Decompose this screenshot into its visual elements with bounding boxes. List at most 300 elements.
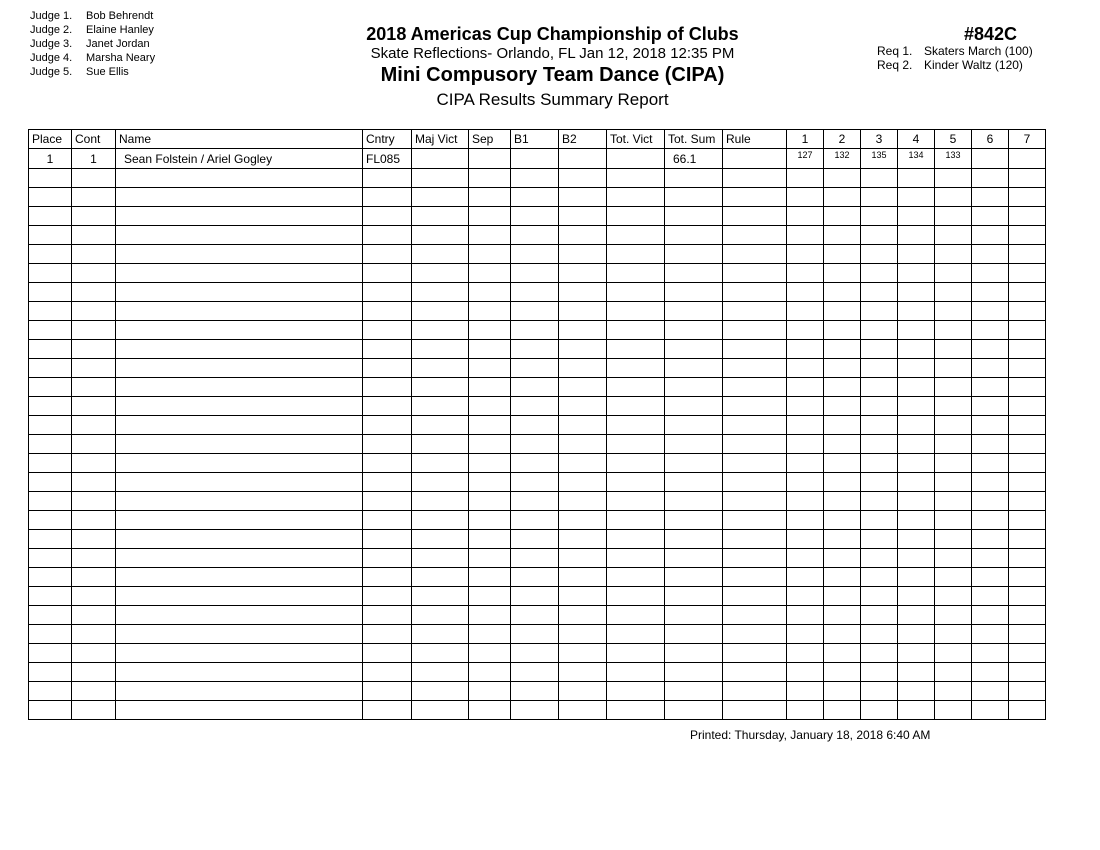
empty-cell bbox=[972, 606, 1009, 625]
empty-cell bbox=[898, 682, 935, 701]
empty-cell bbox=[116, 492, 363, 511]
empty-cell bbox=[824, 568, 861, 587]
empty-cell bbox=[723, 264, 787, 283]
empty-cell bbox=[972, 625, 1009, 644]
empty-table-row bbox=[29, 340, 1046, 359]
empty-cell bbox=[72, 340, 116, 359]
empty-cell bbox=[607, 644, 665, 663]
empty-cell bbox=[363, 587, 412, 606]
empty-cell bbox=[412, 663, 469, 682]
empty-table-row bbox=[29, 245, 1046, 264]
empty-cell bbox=[469, 378, 511, 397]
empty-cell bbox=[511, 511, 559, 530]
empty-cell bbox=[469, 606, 511, 625]
empty-cell bbox=[511, 264, 559, 283]
empty-cell bbox=[1009, 302, 1046, 321]
empty-cell bbox=[559, 473, 607, 492]
empty-cell bbox=[511, 682, 559, 701]
empty-cell bbox=[29, 264, 72, 283]
empty-cell bbox=[723, 568, 787, 587]
empty-cell bbox=[972, 397, 1009, 416]
place-cell: 1 bbox=[29, 149, 72, 169]
empty-cell bbox=[511, 644, 559, 663]
empty-cell bbox=[898, 245, 935, 264]
empty-cell bbox=[1009, 264, 1046, 283]
empty-cell bbox=[898, 549, 935, 568]
empty-cell bbox=[787, 321, 824, 340]
empty-cell bbox=[511, 416, 559, 435]
empty-cell bbox=[363, 302, 412, 321]
empty-cell bbox=[363, 397, 412, 416]
judge-name: Janet Jordan bbox=[86, 38, 150, 50]
empty-cell bbox=[29, 492, 72, 511]
event-number: #842C bbox=[964, 24, 1018, 44]
empty-cell bbox=[665, 302, 723, 321]
empty-cell bbox=[935, 530, 972, 549]
empty-cell bbox=[723, 663, 787, 682]
empty-cell bbox=[29, 625, 72, 644]
empty-cell bbox=[824, 530, 861, 549]
empty-table-row bbox=[29, 530, 1046, 549]
empty-cell bbox=[607, 264, 665, 283]
empty-cell bbox=[787, 492, 824, 511]
empty-cell bbox=[363, 226, 412, 245]
empty-cell bbox=[607, 682, 665, 701]
empty-cell bbox=[1009, 245, 1046, 264]
empty-cell bbox=[29, 169, 72, 188]
empty-table-row bbox=[29, 359, 1046, 378]
empty-cell bbox=[607, 226, 665, 245]
judge-label: Judge 2. bbox=[30, 24, 73, 36]
empty-cell bbox=[607, 492, 665, 511]
empty-cell bbox=[29, 682, 72, 701]
empty-cell bbox=[412, 169, 469, 188]
empty-cell bbox=[511, 663, 559, 682]
judge-7-score-cell bbox=[1009, 149, 1046, 169]
empty-cell bbox=[72, 264, 116, 283]
empty-cell bbox=[1009, 207, 1046, 226]
empty-cell bbox=[412, 359, 469, 378]
empty-cell bbox=[787, 416, 824, 435]
empty-cell bbox=[607, 359, 665, 378]
empty-cell bbox=[469, 226, 511, 245]
empty-cell bbox=[1009, 359, 1046, 378]
empty-cell bbox=[861, 606, 898, 625]
empty-cell bbox=[559, 321, 607, 340]
empty-cell bbox=[72, 511, 116, 530]
empty-cell bbox=[935, 416, 972, 435]
empty-cell bbox=[898, 264, 935, 283]
empty-cell bbox=[559, 359, 607, 378]
empty-cell bbox=[861, 245, 898, 264]
empty-cell bbox=[511, 188, 559, 207]
empty-cell bbox=[898, 378, 935, 397]
empty-cell bbox=[559, 283, 607, 302]
empty-cell bbox=[116, 454, 363, 473]
judge-4-score-cell: 134 bbox=[898, 149, 935, 169]
empty-cell bbox=[898, 568, 935, 587]
empty-cell bbox=[935, 473, 972, 492]
empty-cell bbox=[511, 549, 559, 568]
empty-cell bbox=[1009, 321, 1046, 340]
empty-cell bbox=[972, 416, 1009, 435]
empty-cell bbox=[469, 568, 511, 587]
empty-cell bbox=[607, 321, 665, 340]
empty-cell bbox=[116, 245, 363, 264]
empty-cell bbox=[469, 644, 511, 663]
tot-vict-cell bbox=[607, 149, 665, 169]
col-b1-header: B1 bbox=[511, 130, 559, 149]
empty-cell bbox=[469, 359, 511, 378]
empty-cell bbox=[787, 226, 824, 245]
empty-cell bbox=[787, 606, 824, 625]
empty-table-row bbox=[29, 606, 1046, 625]
empty-cell bbox=[559, 568, 607, 587]
empty-cell bbox=[29, 340, 72, 359]
empty-cell bbox=[972, 169, 1009, 188]
empty-cell bbox=[363, 644, 412, 663]
empty-cell bbox=[898, 302, 935, 321]
empty-cell bbox=[412, 511, 469, 530]
empty-cell bbox=[559, 606, 607, 625]
empty-cell bbox=[511, 568, 559, 587]
empty-cell bbox=[559, 416, 607, 435]
empty-cell bbox=[363, 207, 412, 226]
empty-cell bbox=[787, 568, 824, 587]
col-b2-header: B2 bbox=[559, 130, 607, 149]
empty-cell bbox=[898, 207, 935, 226]
empty-cell bbox=[607, 549, 665, 568]
empty-cell bbox=[824, 245, 861, 264]
empty-cell bbox=[607, 283, 665, 302]
judge-5-score-cell: 133 bbox=[935, 149, 972, 169]
requirement-entry bbox=[877, 58, 1033, 72]
empty-cell bbox=[898, 644, 935, 663]
empty-cell bbox=[1009, 340, 1046, 359]
empty-cell bbox=[787, 435, 824, 454]
empty-table-row bbox=[29, 663, 1046, 682]
empty-cell bbox=[665, 682, 723, 701]
empty-cell bbox=[972, 245, 1009, 264]
empty-cell bbox=[665, 625, 723, 644]
empty-cell bbox=[469, 416, 511, 435]
empty-cell bbox=[469, 492, 511, 511]
empty-cell bbox=[935, 302, 972, 321]
empty-cell bbox=[469, 682, 511, 701]
cntry-cell: FL085 bbox=[363, 149, 412, 169]
requirements-list bbox=[877, 44, 1033, 72]
empty-cell bbox=[72, 473, 116, 492]
empty-cell bbox=[1009, 435, 1046, 454]
empty-cell bbox=[469, 663, 511, 682]
empty-cell bbox=[787, 207, 824, 226]
table-row bbox=[29, 149, 1046, 169]
empty-cell bbox=[898, 587, 935, 606]
empty-cell bbox=[824, 378, 861, 397]
empty-cell bbox=[29, 188, 72, 207]
empty-cell bbox=[665, 397, 723, 416]
empty-cell bbox=[116, 188, 363, 207]
empty-cell bbox=[412, 378, 469, 397]
empty-cell bbox=[787, 511, 824, 530]
empty-cell bbox=[898, 321, 935, 340]
empty-cell bbox=[972, 701, 1009, 720]
empty-cell bbox=[559, 302, 607, 321]
empty-cell bbox=[559, 454, 607, 473]
empty-cell bbox=[511, 587, 559, 606]
empty-cell bbox=[511, 321, 559, 340]
empty-cell bbox=[723, 530, 787, 549]
empty-table-row bbox=[29, 226, 1046, 245]
col-tot-sum-header: Tot. Sum bbox=[665, 130, 723, 149]
empty-cell bbox=[511, 283, 559, 302]
empty-cell bbox=[363, 435, 412, 454]
empty-cell bbox=[412, 492, 469, 511]
empty-cell bbox=[723, 397, 787, 416]
empty-cell bbox=[824, 549, 861, 568]
empty-cell bbox=[723, 492, 787, 511]
empty-cell bbox=[935, 321, 972, 340]
empty-cell bbox=[412, 264, 469, 283]
empty-cell bbox=[607, 207, 665, 226]
empty-cell bbox=[116, 397, 363, 416]
empty-cell bbox=[72, 492, 116, 511]
empty-cell bbox=[723, 169, 787, 188]
empty-table-row bbox=[29, 302, 1046, 321]
empty-table-row bbox=[29, 435, 1046, 454]
empty-cell bbox=[861, 435, 898, 454]
empty-cell bbox=[787, 625, 824, 644]
empty-cell bbox=[1009, 530, 1046, 549]
empty-cell bbox=[116, 302, 363, 321]
empty-cell bbox=[787, 587, 824, 606]
empty-cell bbox=[861, 416, 898, 435]
empty-cell bbox=[511, 245, 559, 264]
empty-cell bbox=[469, 435, 511, 454]
empty-cell bbox=[412, 454, 469, 473]
empty-cell bbox=[972, 321, 1009, 340]
empty-cell bbox=[559, 340, 607, 359]
empty-cell bbox=[412, 473, 469, 492]
empty-cell bbox=[935, 644, 972, 663]
empty-cell bbox=[363, 606, 412, 625]
empty-cell bbox=[469, 587, 511, 606]
empty-cell bbox=[363, 454, 412, 473]
empty-cell bbox=[72, 682, 116, 701]
empty-cell bbox=[29, 663, 72, 682]
judge-name: Elaine Hanley bbox=[86, 24, 154, 36]
empty-cell bbox=[72, 169, 116, 188]
empty-cell bbox=[511, 473, 559, 492]
empty-cell bbox=[412, 549, 469, 568]
empty-cell bbox=[559, 701, 607, 720]
empty-cell bbox=[935, 264, 972, 283]
empty-cell bbox=[723, 454, 787, 473]
empty-cell bbox=[72, 530, 116, 549]
report-title: CIPA Results Summary Report bbox=[436, 90, 669, 109]
empty-cell bbox=[861, 568, 898, 587]
empty-cell bbox=[972, 378, 1009, 397]
empty-cell bbox=[412, 606, 469, 625]
empty-cell bbox=[861, 226, 898, 245]
empty-cell bbox=[972, 264, 1009, 283]
empty-cell bbox=[723, 359, 787, 378]
empty-cell bbox=[116, 644, 363, 663]
empty-cell bbox=[824, 492, 861, 511]
empty-cell bbox=[72, 302, 116, 321]
empty-cell bbox=[665, 321, 723, 340]
empty-cell bbox=[787, 264, 824, 283]
empty-cell bbox=[412, 587, 469, 606]
empty-cell bbox=[723, 473, 787, 492]
empty-cell bbox=[559, 207, 607, 226]
rule-cell bbox=[723, 149, 787, 169]
empty-cell bbox=[723, 188, 787, 207]
empty-cell bbox=[861, 340, 898, 359]
empty-cell bbox=[72, 378, 116, 397]
tot-sum-cell: 66.1 bbox=[665, 149, 723, 169]
empty-cell bbox=[72, 397, 116, 416]
empty-cell bbox=[665, 530, 723, 549]
empty-table-row bbox=[29, 169, 1046, 188]
empty-cell bbox=[861, 549, 898, 568]
empty-cell bbox=[723, 701, 787, 720]
empty-cell bbox=[787, 359, 824, 378]
empty-cell bbox=[935, 511, 972, 530]
empty-cell bbox=[72, 606, 116, 625]
empty-cell bbox=[607, 473, 665, 492]
empty-cell bbox=[469, 245, 511, 264]
empty-cell bbox=[861, 530, 898, 549]
empty-cell bbox=[972, 226, 1009, 245]
requirement-label: Req 1. bbox=[877, 44, 913, 58]
empty-cell bbox=[511, 378, 559, 397]
empty-cell bbox=[607, 511, 665, 530]
empty-cell bbox=[935, 226, 972, 245]
empty-cell bbox=[607, 587, 665, 606]
empty-cell bbox=[116, 321, 363, 340]
venue-date-line: Skate Reflections- Orlando, FL Jan 12, 2018 12:35 PM bbox=[370, 45, 735, 62]
empty-cell bbox=[511, 492, 559, 511]
col-judge-6-header: 6 bbox=[972, 130, 1009, 149]
empty-cell bbox=[469, 302, 511, 321]
empty-cell bbox=[1009, 226, 1046, 245]
empty-cell bbox=[665, 416, 723, 435]
empty-cell bbox=[116, 606, 363, 625]
requirement-name: Kinder Waltz (120) bbox=[924, 58, 1023, 72]
empty-cell bbox=[665, 511, 723, 530]
empty-cell bbox=[412, 226, 469, 245]
judge-label: Judge 5. bbox=[30, 66, 73, 78]
empty-cell bbox=[824, 397, 861, 416]
requirement-entry bbox=[877, 44, 1033, 58]
judge-name: Marsha Neary bbox=[86, 52, 156, 64]
empty-cell bbox=[1009, 625, 1046, 644]
empty-cell bbox=[723, 682, 787, 701]
empty-cell bbox=[559, 549, 607, 568]
empty-cell bbox=[665, 701, 723, 720]
empty-cell bbox=[363, 511, 412, 530]
empty-cell bbox=[972, 340, 1009, 359]
empty-cell bbox=[824, 473, 861, 492]
empty-cell bbox=[116, 378, 363, 397]
empty-cell bbox=[29, 549, 72, 568]
empty-cell bbox=[29, 587, 72, 606]
empty-cell bbox=[935, 435, 972, 454]
empty-cell bbox=[824, 359, 861, 378]
empty-cell bbox=[787, 549, 824, 568]
empty-cell bbox=[665, 245, 723, 264]
results-table bbox=[28, 129, 1046, 720]
judge-3-score-cell: 135 bbox=[861, 149, 898, 169]
empty-cell bbox=[116, 511, 363, 530]
judge-label: Judge 3. bbox=[30, 38, 73, 50]
empty-cell bbox=[898, 701, 935, 720]
empty-cell bbox=[559, 169, 607, 188]
judge-entry bbox=[30, 9, 155, 23]
empty-cell bbox=[935, 606, 972, 625]
empty-cell bbox=[607, 340, 665, 359]
empty-cell bbox=[665, 226, 723, 245]
empty-cell bbox=[363, 264, 412, 283]
empty-cell bbox=[824, 454, 861, 473]
empty-cell bbox=[898, 663, 935, 682]
empty-cell bbox=[412, 321, 469, 340]
empty-cell bbox=[116, 682, 363, 701]
col-cntry-header: Cntry bbox=[363, 130, 412, 149]
empty-cell bbox=[559, 644, 607, 663]
empty-cell bbox=[898, 188, 935, 207]
empty-cell bbox=[412, 568, 469, 587]
empty-cell bbox=[898, 454, 935, 473]
empty-cell bbox=[511, 454, 559, 473]
empty-cell bbox=[607, 625, 665, 644]
col-judge-3-header: 3 bbox=[861, 130, 898, 149]
empty-cell bbox=[824, 663, 861, 682]
empty-table-row bbox=[29, 682, 1046, 701]
empty-cell bbox=[898, 169, 935, 188]
empty-cell bbox=[861, 169, 898, 188]
empty-cell bbox=[72, 663, 116, 682]
empty-table-row bbox=[29, 625, 1046, 644]
empty-cell bbox=[559, 511, 607, 530]
empty-cell bbox=[559, 492, 607, 511]
empty-cell bbox=[723, 587, 787, 606]
empty-cell bbox=[1009, 682, 1046, 701]
empty-cell bbox=[1009, 454, 1046, 473]
empty-cell bbox=[72, 321, 116, 340]
empty-cell bbox=[861, 625, 898, 644]
empty-cell bbox=[665, 663, 723, 682]
empty-cell bbox=[1009, 416, 1046, 435]
empty-table-row bbox=[29, 549, 1046, 568]
empty-cell bbox=[116, 530, 363, 549]
empty-cell bbox=[723, 549, 787, 568]
empty-cell bbox=[29, 511, 72, 530]
empty-cell bbox=[723, 245, 787, 264]
empty-cell bbox=[469, 264, 511, 283]
b2-cell bbox=[559, 149, 607, 169]
empty-cell bbox=[723, 321, 787, 340]
empty-cell bbox=[861, 473, 898, 492]
empty-cell bbox=[116, 169, 363, 188]
empty-cell bbox=[363, 188, 412, 207]
empty-cell bbox=[935, 587, 972, 606]
empty-cell bbox=[559, 378, 607, 397]
judge-label: Judge 1. bbox=[30, 10, 73, 22]
empty-cell bbox=[824, 644, 861, 663]
empty-cell bbox=[511, 207, 559, 226]
